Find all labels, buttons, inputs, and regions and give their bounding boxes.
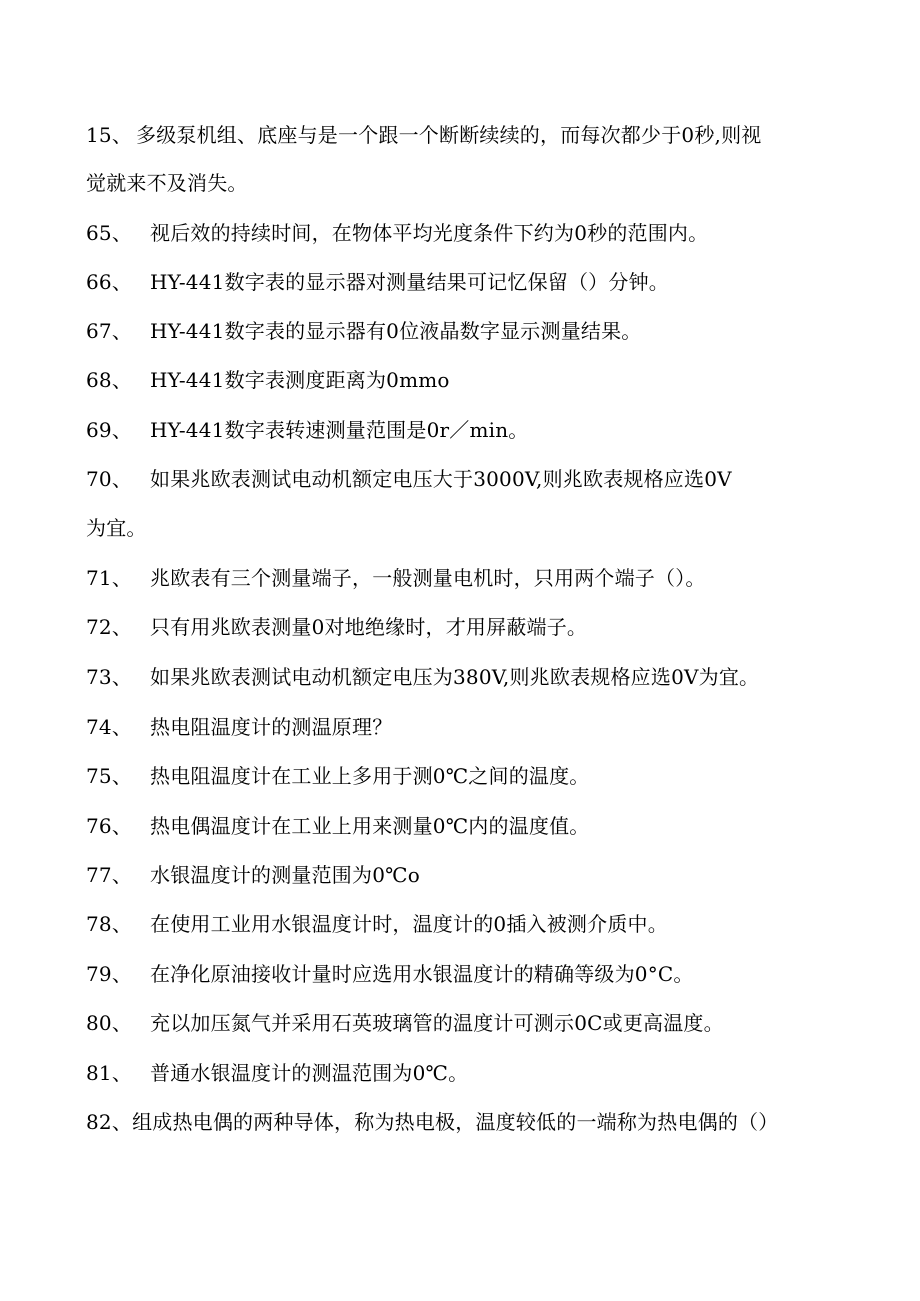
question-text: HY-441数字表的显示器对测量结果可记忆保留（）分钟。 (150, 270, 669, 294)
question-text: 水银温度计的测量范围为0℃o (150, 863, 420, 887)
question-70 (86, 466, 732, 492)
question-number: 71、 (86, 566, 133, 590)
question-text: 热电阻温度计在工业上多用于测0℃之间的温度。 (150, 764, 590, 788)
question-68 (86, 367, 450, 393)
question-69 (86, 417, 529, 443)
question-82 (86, 1109, 778, 1135)
question-text: HY-441数字表的显示器有0位液晶数字显示测量结果。 (150, 319, 642, 343)
question-number: 76、 (86, 814, 133, 838)
question-number: 65、 (86, 221, 133, 245)
question-65 (86, 220, 708, 246)
question-number: 68、 (86, 368, 133, 392)
question-number: 73、 (86, 665, 133, 689)
question-text: 视后效的持续时间，在物体平均光度条件下约为0秒的范围内。 (150, 221, 709, 245)
question-text: 如果兆欧表测试电动机额定电压为380V,则兆欧表规格应选0V为宜。 (150, 665, 760, 689)
question-67 (86, 318, 642, 344)
question-number: 72、 (86, 615, 133, 639)
question-number: 75、 (86, 764, 133, 788)
question-number: 79、 (86, 962, 133, 986)
question-71 (86, 565, 706, 591)
question-15-continued (86, 170, 248, 196)
question-number: 66、 (86, 270, 133, 294)
question-text: 充以加压氮气并采用石英玻璃管的温度计可测示0C或更高温度。 (150, 1011, 724, 1035)
question-text: 在净化原油接收计量时应选用水银温度计的精确等级为0°C。 (150, 962, 694, 986)
question-number: 67、 (86, 319, 133, 343)
question-number: 77、 (86, 863, 133, 887)
question-79 (86, 961, 694, 987)
question-number: 69、 (86, 418, 133, 442)
question-text: 在使用工业用水银温度计时，温度计的0插入被测介质中。 (150, 912, 668, 936)
question-number: 15、 (86, 123, 133, 147)
question-text: 热电阻温度计的测温原理？ (150, 715, 393, 739)
question-text: HY-441数字表测度距离为0mmo (150, 368, 450, 392)
question-70-continued (86, 515, 147, 541)
question-text: 多级泵机组、底座与是一个跟一个断断续续的，而每次都少于0秒,则视 (136, 123, 762, 147)
question-text: HY-441数字表转速测量范围是0r／min。 (150, 418, 529, 442)
question-number: 70、 (86, 467, 133, 491)
question-number: 78、 (86, 912, 133, 936)
question-78 (86, 911, 668, 937)
question-text: 热电偶温度计在工业上用来测量0℃内的温度值。 (150, 814, 590, 838)
question-number: 74、 (86, 715, 133, 739)
question-number: 82、 (86, 1110, 133, 1134)
question-text: 如果兆欧表测试电动机额定电压大于3000V,则兆欧表规格应选0V (150, 467, 732, 491)
question-74 (86, 714, 392, 740)
question-text: 兆欧表有三个测量端子，一般测量电机时，只用两个端子（）。 (150, 566, 706, 590)
question-text: 为宜。 (86, 516, 147, 540)
question-text: 只有用兆欧表测量0对地绝缘时，才用屏蔽端子。 (150, 615, 588, 639)
question-76 (86, 813, 590, 839)
question-77 (86, 862, 420, 888)
question-text: 普通水银温度计的测温范围为0℃。 (150, 1061, 469, 1085)
question-73 (86, 664, 759, 690)
question-text: 组成热电偶的两种导体，称为热电极，温度较低的一端称为热电偶的（） (132, 1110, 779, 1134)
question-66 (86, 269, 669, 295)
question-80 (86, 1010, 724, 1036)
question-75 (86, 763, 590, 789)
question-text: 觉就来不及消失。 (86, 171, 248, 195)
question-81 (86, 1060, 468, 1086)
question-number: 81、 (86, 1061, 133, 1085)
question-72 (86, 614, 587, 640)
question-number: 80、 (86, 1011, 133, 1035)
question-15 (86, 122, 761, 148)
